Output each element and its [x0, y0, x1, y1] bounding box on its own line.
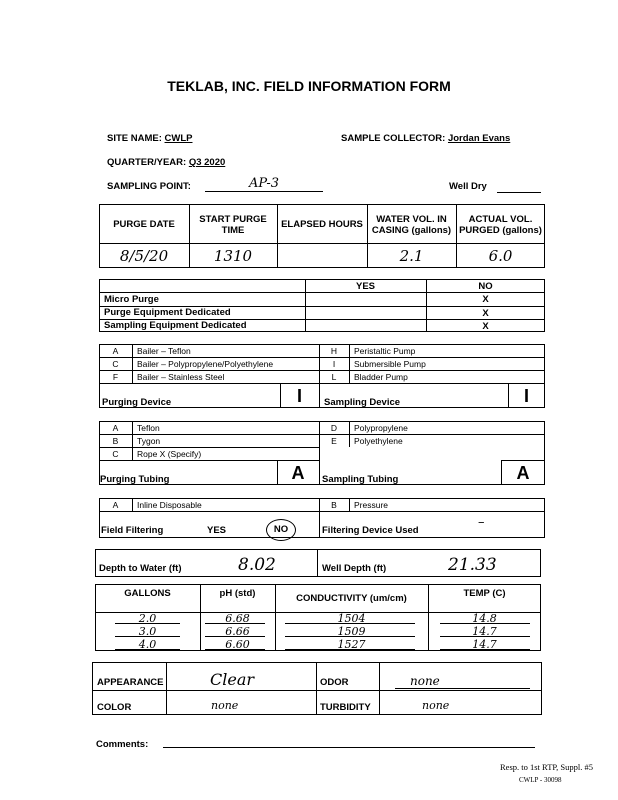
- tubing-code-c: C: [112, 449, 119, 459]
- temp-cell: 14.7: [472, 638, 497, 651]
- tubing-tygon: Tygon: [137, 436, 161, 446]
- start-purge-value: 1310: [213, 247, 253, 265]
- temp-header: TEMP (C): [463, 587, 506, 599]
- ph-header: pH (std): [219, 587, 256, 599]
- well-depth-value: 21.33: [448, 555, 497, 575]
- appearance-label: APPEARANCE: [97, 677, 164, 688]
- purging-device-value: I: [296, 385, 302, 406]
- comments-label: Comments:: [96, 739, 149, 750]
- device-code-l: L: [331, 372, 337, 382]
- site-name-field: [107, 133, 193, 144]
- device-code-a: A: [112, 346, 119, 356]
- filter-code-a: A: [112, 500, 119, 510]
- purge-equipment-no: X: [482, 307, 489, 319]
- filtering-device-label: Filtering Device Used: [322, 525, 419, 536]
- device-submersible-pump: Submersible Pump: [354, 359, 426, 369]
- field-filtering-no-circled: NO: [266, 519, 296, 541]
- conductivity-cell: 1527: [337, 638, 366, 651]
- purge-date-header: PURGE DATE: [113, 219, 175, 230]
- sampling-equipment-no: X: [482, 320, 489, 332]
- filter-code-b: B: [331, 500, 337, 510]
- sampling-point-label: SAMPLING POINT:: [107, 181, 191, 192]
- tubing-code-b: B: [112, 436, 119, 446]
- water-vol-value: 2.1: [399, 247, 424, 265]
- sampling-device-value: I: [523, 385, 529, 406]
- sample-collector-field: [341, 133, 510, 144]
- site-name-value: CWLP: [164, 133, 193, 144]
- well-dry-label: Well Dry: [449, 181, 487, 192]
- micro-purge-no: X: [482, 294, 489, 305]
- device-bailer-teflon: Bailer – Teflon: [137, 346, 191, 356]
- tubing-code-e: E: [331, 436, 337, 446]
- sampling-tubing-value: A: [516, 462, 530, 483]
- temp-cell: 14.8: [472, 612, 497, 625]
- comments-line: [163, 747, 535, 748]
- well-dry-blank: [497, 192, 541, 193]
- sample-collector-value: Jordan Evans: [447, 133, 511, 144]
- page-title: TEKLAB, INC. FIELD INFORMATION FORM: [167, 78, 451, 94]
- site-name-label: SITE NAME:: [107, 133, 162, 144]
- tubing-rope: Rope X (Specify): [137, 449, 202, 459]
- yes-column-header: YES: [355, 280, 375, 292]
- device-bladder-pump: Bladder Pump: [354, 372, 408, 382]
- conductivity-header: CONDUCTIVITY (um/cm): [296, 593, 407, 604]
- footer-page-id: CWLP - 30098: [519, 776, 562, 784]
- gallons-cell: 2.0: [138, 612, 157, 625]
- purge-date-value: 8/5/20: [119, 247, 169, 265]
- filter-pressure: Pressure: [354, 500, 389, 510]
- purge-equipment-label: Purge Equipment Dedicated: [104, 307, 231, 318]
- tubing-polyethylene: Polyethylene: [354, 436, 403, 446]
- tubing-teflon: Teflon: [137, 423, 160, 433]
- quarter-year-label: QUARTER/YEAR:: [107, 157, 187, 168]
- odor-label: ODOR: [320, 677, 349, 688]
- footer-reference: Resp. to 1st RTP, Suppl. #5: [500, 762, 594, 772]
- no-column-header: NO: [478, 280, 493, 292]
- well-depth-label: Well Depth (ft): [322, 563, 387, 574]
- tubing-polypropylene: Polypropylene: [354, 423, 408, 433]
- ph-cell: 6.68: [225, 612, 250, 625]
- sampling-equipment-label: Sampling Equipment Dedicated: [104, 320, 247, 331]
- filtering-device-value: –: [478, 515, 485, 530]
- sampling-device-label: Sampling Device: [324, 397, 401, 408]
- turbidity-value: none: [422, 699, 450, 712]
- color-value: none: [211, 699, 239, 712]
- purge-equipment-yes: [305, 307, 426, 319]
- micro-purge-yes: [305, 293, 426, 306]
- tubing-code-a: A: [112, 423, 119, 433]
- sample-collector-label: SAMPLE COLLECTOR:: [341, 133, 446, 144]
- turbidity-label: TURBIDITY: [320, 702, 371, 713]
- ph-cell: 6.60: [225, 638, 250, 651]
- color-label: COLOR: [97, 702, 132, 713]
- gallons-header: GALLONS: [124, 587, 171, 599]
- quarter-year-field: [107, 157, 225, 168]
- purging-tubing-value: A: [291, 462, 305, 483]
- depth-to-water-value: 8.02: [238, 555, 276, 575]
- device-code-i: I: [332, 359, 336, 369]
- actual-vol-value: 6.0: [488, 247, 513, 265]
- field-filtering-yes: YES: [207, 525, 227, 536]
- actual-vol-header: ACTUAL VOL. PURGED (gallons): [459, 213, 542, 236]
- gallons-cell: 4.0: [138, 638, 157, 651]
- temp-cell: 14.7: [472, 625, 497, 638]
- device-peristaltic-pump: Peristaltic Pump: [354, 346, 416, 356]
- gallons-cell: 3.0: [138, 625, 157, 638]
- sampling-equipment-yes: [305, 320, 426, 332]
- start-purge-header: START PURGE TIME: [199, 213, 267, 236]
- ph-cell: 6.66: [225, 625, 250, 638]
- appearance-value: Clear: [210, 670, 255, 689]
- conductivity-cell: 1504: [337, 612, 366, 625]
- quarter-year-value: Q3 2020: [188, 157, 226, 168]
- device-code-h: H: [330, 346, 338, 356]
- micro-purge-label: Micro Purge: [104, 294, 159, 305]
- device-bailer-polypropylene: Bailer – Polypropylene/Polyethylene: [137, 359, 274, 369]
- purging-device-label: Purging Device: [102, 397, 172, 408]
- filter-inline-disposable: Inline Disposable: [137, 500, 202, 510]
- conductivity-cell: 1509: [337, 625, 366, 638]
- tubing-code-d: D: [330, 423, 338, 433]
- water-vol-header: WATER VOL. IN CASING (gallons): [371, 213, 452, 236]
- purging-tubing-label: Purging Tubing: [100, 474, 170, 485]
- odor-value: none: [410, 674, 440, 688]
- depth-to-water-label: Depth to Water (ft): [99, 563, 182, 574]
- sampling-tubing-label: Sampling Tubing: [322, 474, 399, 485]
- field-filtering-label: Field Filtering: [101, 525, 164, 536]
- device-bailer-stainless: Bailer – Stainless Steel: [137, 372, 225, 382]
- elapsed-hours-header: ELAPSED HOURS: [281, 219, 363, 230]
- sampling-point-field: [107, 181, 191, 192]
- elapsed-hours-value: [277, 244, 367, 268]
- device-code-c: C: [112, 359, 119, 369]
- sampling-point-value: AP-3: [205, 176, 323, 192]
- device-code-f: F: [112, 372, 119, 382]
